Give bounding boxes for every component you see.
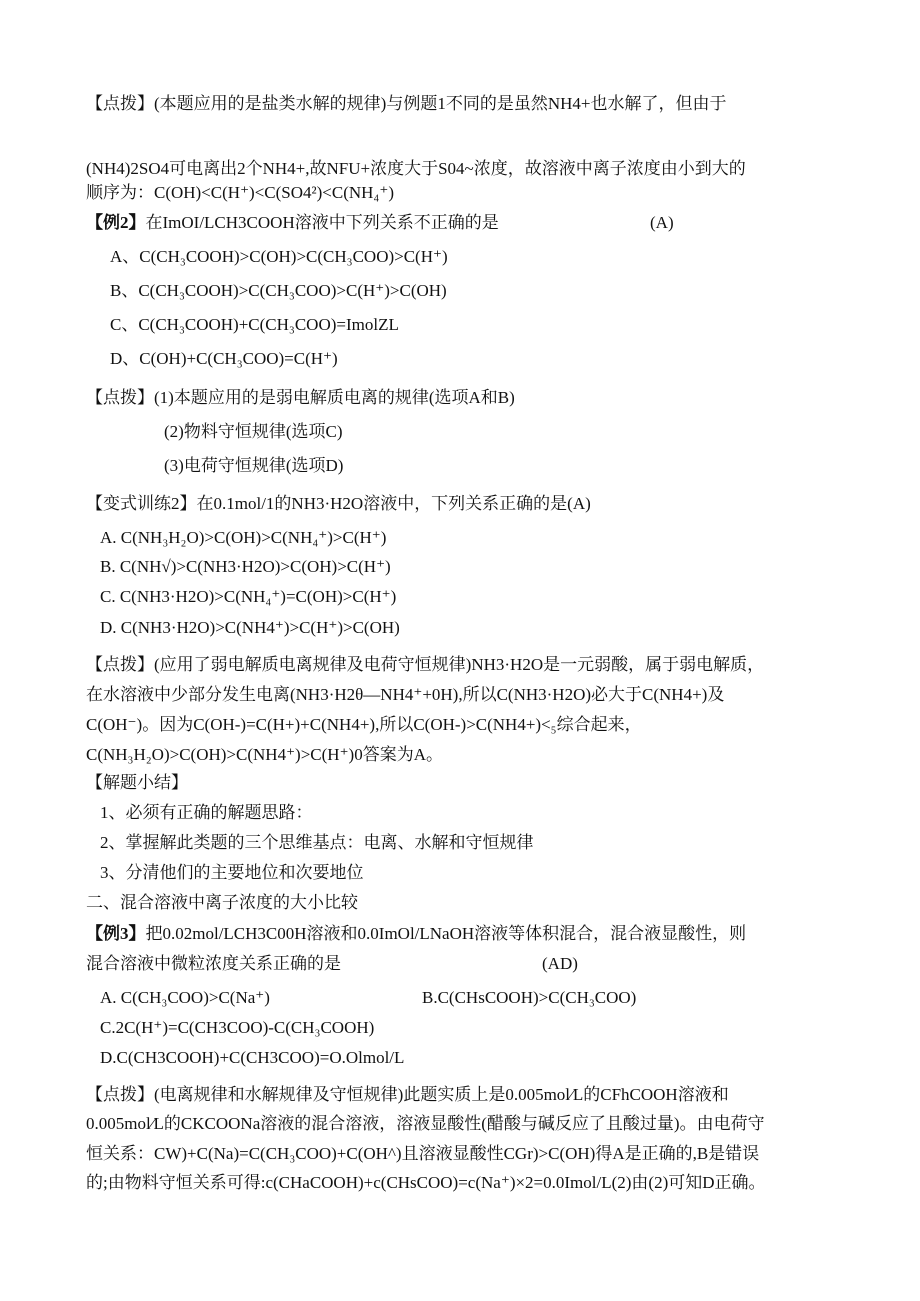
- summary-item-1: 1、必须有正确的解题思路：: [100, 803, 313, 822]
- example-2-option-c: C、C(CH₃COOH)+C(CH₃COO)=ImolZL: [110, 315, 399, 334]
- variant-2-option-a: A. C(NH₃H₂O)>C(OH)>C(NH₄⁺)>C(H⁺): [100, 528, 387, 547]
- example-3-answer: (AD): [542, 954, 578, 973]
- example-3-label: 【例3】: [86, 924, 146, 943]
- example-3-heading: [86, 923, 746, 945]
- example-2-answer: (A): [650, 213, 674, 232]
- summary-item-3: 3、分清他们的主要地位和次要地位: [100, 863, 364, 882]
- variant-2-option-d: D. C(NH3·H2O)>C(NH4⁺)>C(H⁺)>C(OH): [100, 618, 400, 637]
- variant-2-option-b: B. C(NH√)>C(NH3·H2O)>C(OH)>C(H⁺): [100, 557, 391, 576]
- example-3-option-b: B.C(CHsCOOH)>C(CH₃COO): [422, 988, 637, 1007]
- tip3-line-1: 【点拨】(应用了弱电解质电离规律及电荷守恒规律)NH3·H2O是一元弱酸，属于弱电解质，: [86, 655, 765, 674]
- tip3-line-4: C(NH₃H₂O)>C(OH)>C(NH4⁺)>C(H⁺)0答案为A。: [86, 745, 443, 764]
- example-3-question-line-2: 混合溶液中微粒浓度关系正确的是: [86, 954, 341, 973]
- example-3-option-a: A. C(CH₃COO)>C(Na⁺): [100, 988, 270, 1007]
- tip3-line-2: 在水溶液中少部分发生电离(NH3·H2θ—NH4⁺+0H),所以C(NH3·H2O)必大于C(NH4+)及: [86, 685, 725, 704]
- tip2-line-1: 【点拨】(1)本题应用的是弱电解质电离的规律(选项A和B): [86, 388, 515, 407]
- section-2-heading: 二、混合溶液中离子浓度的大小比较: [86, 893, 358, 912]
- summary-title: 【解题小结】: [86, 773, 188, 792]
- example-3-question: 把0.02mol/LCH3C00H溶液和0.0ImOl/LNaOH溶液等体积混合，混合液显酸性，则: [145, 924, 747, 943]
- summary-item-2: 2、掌握解此类题的三个思维基点：电离、水解和守恒规律: [100, 833, 534, 852]
- tip2-line-3: (3)电荷守恒规律(选项D): [164, 456, 344, 475]
- example-2-label: 【例2】: [86, 213, 146, 232]
- tip1-line-3: 顺序为：C(OH)<C(H⁺)<C(SO4²)<C(NH₄⁺): [86, 183, 394, 202]
- tip4-line-3: 恒关系：CW)+C(Na)=C(CH₃COO)+C(OH^)且溶液显酸性CGr)>C(OH)得A是正确的,B是错误: [86, 1144, 760, 1163]
- example-3-option-c: C.2C(H⁺)=C(CH3COO)-C(CH₃COOH): [100, 1018, 375, 1037]
- example-2-heading: [86, 212, 499, 234]
- variant-2-option-c: C. C(NH3·H2O)>C(NH₄⁺)=C(OH)>C(H⁺): [100, 587, 397, 606]
- variant-2-heading: 【变式训练2】在0.1mol/1的NH3·H2O溶液中，下列关系正确的是(A): [86, 494, 591, 513]
- tip1-line-1: 【点拨】(本题应用的是盐类水解的规律)与例题1不同的是虽然NH4+也水解了，但由于: [86, 94, 727, 113]
- example-2-option-b: B、C(CH₃COOH)>C(CH₃COO)>C(H⁺)>C(OH): [110, 281, 447, 300]
- tip3-line-3: C(OH⁻)。因为C(OH-)=C(H+)+C(NH4+),所以C(OH-)>C(NH4+)<₅综合起来，: [86, 715, 642, 734]
- tip4-line-1: 【点拨】(电离规律和水解规律及守恒规律)此题实质上是0.005mol⁄L的CFhCOOH溶液和: [86, 1085, 729, 1104]
- example-2-question: 在ImOI/LCH3COOH溶液中下列关系不正确的是: [145, 213, 499, 232]
- tip4-line-2: 0.005mol⁄L的CKCOONa溶液的混合溶液，溶液显酸性(醋酸与碱反应了且酸过量)。由电荷守: [86, 1114, 765, 1133]
- tip1-line-2: (NH4)2SO4可电离出2个NH4+,故NFU+浓度大于S04~浓度，故溶液中离子浓度由小到大的: [86, 159, 746, 178]
- example-2-option-a: A、C(CH₃COOH)>C(OH)>C(CH₃COO)>C(H⁺): [110, 247, 448, 266]
- tip2-line-2: (2)物料守恒规律(选项C): [164, 422, 343, 441]
- tip4-line-4: 的;由物料守恒关系可得:c(CHaCOOH)+c(CHsCOO)=c(Na⁺)×2=0.0Imol/L(2)由(2)可知D正确。: [86, 1173, 766, 1192]
- example-3-option-d: D.C(CH3COOH)+C(CH3COO)=O.Olmol/L: [100, 1048, 405, 1067]
- example-2-option-d: D、C(OH)+C(CH₃COO)=C(H⁺): [110, 349, 338, 368]
